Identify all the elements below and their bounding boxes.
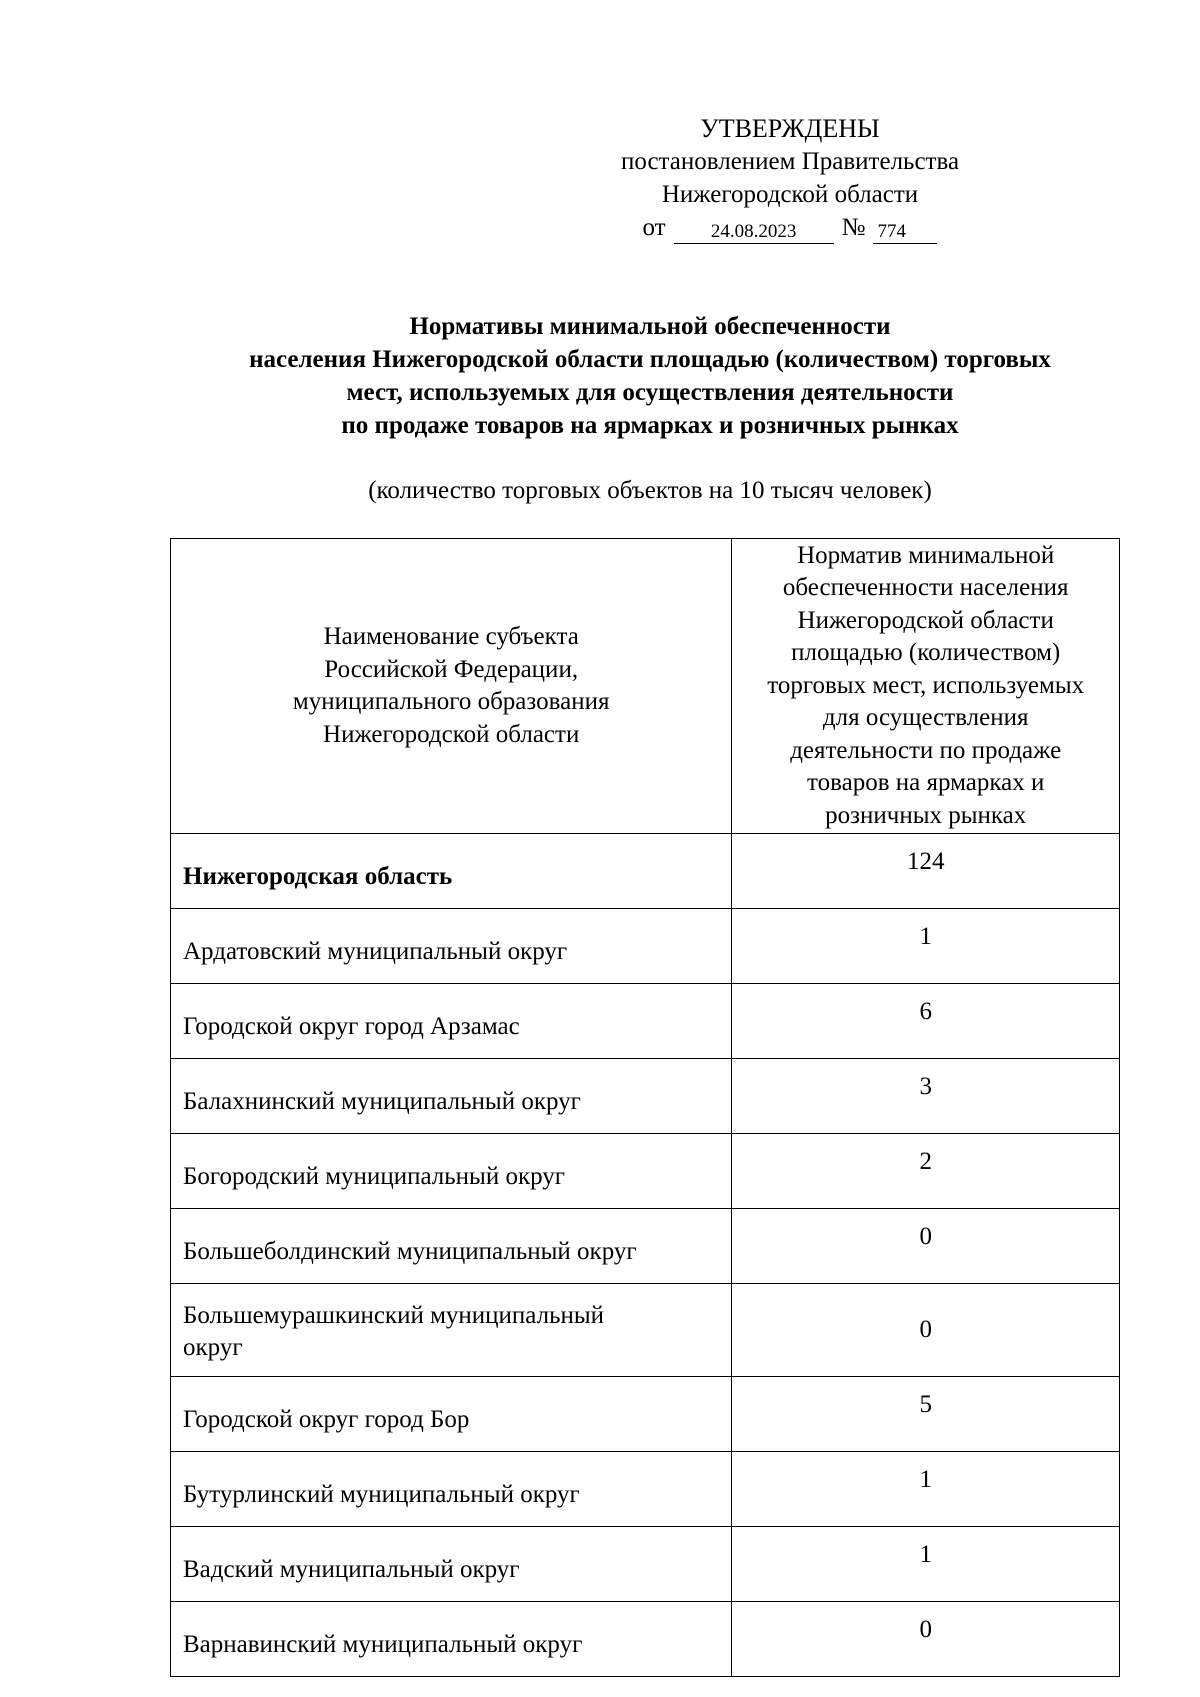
row-value: 1 xyxy=(732,1527,1120,1602)
header-norm-line: Норматив минимальной xyxy=(797,541,1055,569)
header-norm-line: площадью (количеством) xyxy=(791,639,1061,667)
document-subtitle: (количество торговых объектов на 10 тысяч человек) xyxy=(368,477,932,504)
approval-date-line xyxy=(560,211,1020,244)
table-row xyxy=(171,1209,1120,1284)
row-value: 124 xyxy=(732,834,1120,909)
row-value: 1 xyxy=(732,1452,1120,1527)
row-name-line: Большемурашкинский муниципальный xyxy=(183,1302,605,1329)
approval-line-1: постановлением Правительства xyxy=(620,148,960,175)
header-norm-line: торговых мест, используемых xyxy=(767,671,1085,699)
table-row xyxy=(171,1377,1120,1452)
title-line-3: мест, используемых для осуществления деятельности xyxy=(346,379,954,406)
row-name: Варнавинский муниципальный округ xyxy=(171,1602,732,1677)
title-line-2: населения Нижегородской области площадью (количеством) торговых xyxy=(249,346,1051,373)
row-value: 5 xyxy=(732,1377,1120,1452)
row-name: Богородский муниципальный округ xyxy=(171,1134,732,1209)
header-norm-line: Нижегородской области xyxy=(797,606,1054,634)
table-row xyxy=(171,1134,1120,1209)
table-row xyxy=(171,984,1120,1059)
approval-stamp xyxy=(560,112,1020,244)
norms-table xyxy=(170,538,1120,1677)
header-norm-line: товаров на ярмарках и xyxy=(807,769,1045,797)
header-name-line: Нижегородской области xyxy=(323,720,580,748)
row-name: Большеболдинский муниципальный округ xyxy=(171,1209,732,1284)
row-value: 0 xyxy=(732,1602,1120,1677)
table-row xyxy=(171,1527,1120,1602)
document-title xyxy=(100,310,1200,442)
title-line-1: Нормативы минимальной обеспеченности xyxy=(409,313,891,340)
table-header-row xyxy=(171,539,1120,834)
row-name: Бутурлинский муниципальный округ xyxy=(171,1452,732,1527)
row-name-line: округ xyxy=(183,1334,243,1361)
approval-heading: УТВЕРЖДЕНЫ xyxy=(700,114,880,143)
row-name: Балахнинский муниципальный округ xyxy=(171,1059,732,1134)
row-value: 3 xyxy=(732,1059,1120,1134)
header-cell-norm xyxy=(732,539,1120,834)
row-value: 6 xyxy=(732,984,1120,1059)
table-row xyxy=(171,1452,1120,1527)
header-name-line: Российской Федерации, xyxy=(324,655,579,683)
row-name: Нижегородская область xyxy=(171,834,732,909)
row-value: 0 xyxy=(732,1209,1120,1284)
number-value: 774 xyxy=(873,221,937,244)
table-row xyxy=(171,909,1120,984)
header-cell-name xyxy=(171,539,732,834)
number-prefix: № xyxy=(841,214,866,241)
header-name-line: Наименование субъекта xyxy=(323,623,579,650)
row-name: Ардатовский муниципальный округ xyxy=(171,909,732,984)
table-row xyxy=(171,1284,1120,1377)
row-value: 0 xyxy=(732,1284,1120,1377)
row-name: Городской округ город Бор xyxy=(171,1377,732,1452)
row-name: Городской округ город Арзамас xyxy=(171,984,732,1059)
row-value: 2 xyxy=(732,1134,1120,1209)
date-value: 24.08.2023 xyxy=(674,221,834,244)
date-prefix: от xyxy=(642,214,666,241)
table-row xyxy=(171,834,1120,909)
table-row xyxy=(171,1059,1120,1134)
header-norm-line: для осуществления xyxy=(822,704,1029,732)
row-name: Вадский муниципальный округ xyxy=(171,1527,732,1602)
title-line-4: по продаже товаров на ярмарках и розничных рынках xyxy=(341,412,959,439)
row-value: 1 xyxy=(732,909,1120,984)
header-norm-line: обеспеченности населения xyxy=(782,574,1069,602)
header-name-line: муниципального образования xyxy=(292,688,610,715)
row-name xyxy=(171,1284,732,1377)
header-norm-line: розничных рынках xyxy=(825,801,1027,829)
header-norm-line: деятельности по продаже xyxy=(790,736,1062,764)
approval-line-2: Нижегородской области xyxy=(661,181,919,208)
table-row xyxy=(171,1602,1120,1677)
